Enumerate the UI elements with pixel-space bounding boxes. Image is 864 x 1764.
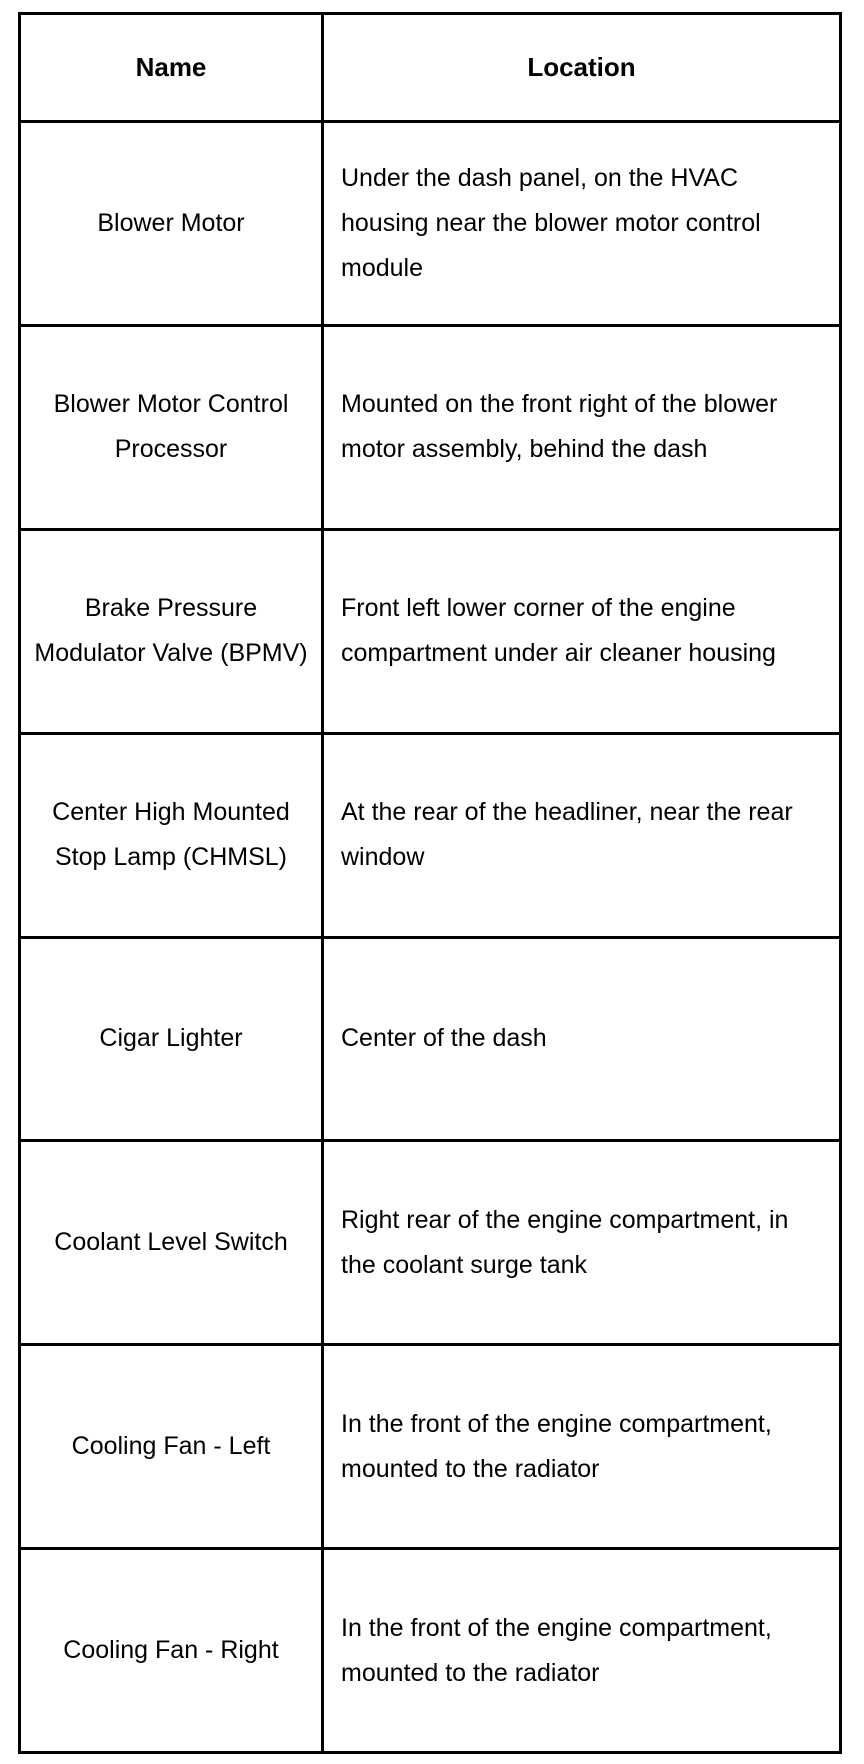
header-location-label: Location [527, 52, 636, 82]
row-5-location-cell [324, 939, 842, 1143]
row-8-location: In the front of the engine compartment, mounted to the radiator [341, 1613, 772, 1687]
row-1-location: Under the dash panel, on the HVAC housing near the blower motor control module [341, 163, 761, 282]
row-2-location-cell [324, 327, 842, 531]
row-3-location: Front left lower corner of the engine compartment under air cleaner housing [341, 594, 776, 668]
row-4-name: Center High Mounted Stop Lamp (CHMSL) [52, 798, 290, 872]
row-8-name: Cooling Fan - Right [63, 1636, 279, 1665]
row-6-location: Right rear of the engine compartment, in the coolant surge tank [341, 1205, 789, 1279]
row-7-name-cell [21, 1346, 324, 1550]
row-4-location-cell [324, 735, 842, 939]
row-5-name: Cigar Lighter [99, 1024, 243, 1053]
row-1-name: Blower Motor [97, 208, 245, 237]
header-name-label: Name [135, 52, 207, 82]
row-7-location-cell [324, 1346, 842, 1550]
row-2-name-cell [21, 327, 324, 531]
header-location [324, 15, 842, 123]
row-2-location: Mounted on the front right of the blower motor assembly, behind the dash [341, 390, 778, 464]
row-8-name-cell [21, 1550, 324, 1754]
header-name [21, 15, 324, 123]
row-1-name-cell [21, 123, 324, 327]
row-4-name-cell [21, 735, 324, 939]
row-4-location: At the rear of the headliner, near the rear window [341, 798, 793, 872]
row-1-location-cell [324, 123, 842, 327]
row-2-name: Blower Motor Control Processor [53, 390, 289, 464]
row-5-location: Center of the dash [341, 1024, 547, 1053]
row-7-location: In the front of the engine compartment, mounted to the radiator [341, 1409, 772, 1483]
row-6-name: Coolant Level Switch [54, 1228, 288, 1257]
row-3-name: Brake Pressure Modulator Valve (BPMV) [34, 594, 308, 668]
row-8-location-cell [324, 1550, 842, 1754]
row-3-name-cell [21, 531, 324, 735]
row-6-name-cell [21, 1142, 324, 1346]
row-3-location-cell [324, 531, 842, 735]
row-7-name: Cooling Fan - Left [71, 1432, 271, 1461]
row-6-location-cell [324, 1142, 842, 1346]
component-location-table [18, 12, 842, 1754]
row-5-name-cell [21, 939, 324, 1143]
